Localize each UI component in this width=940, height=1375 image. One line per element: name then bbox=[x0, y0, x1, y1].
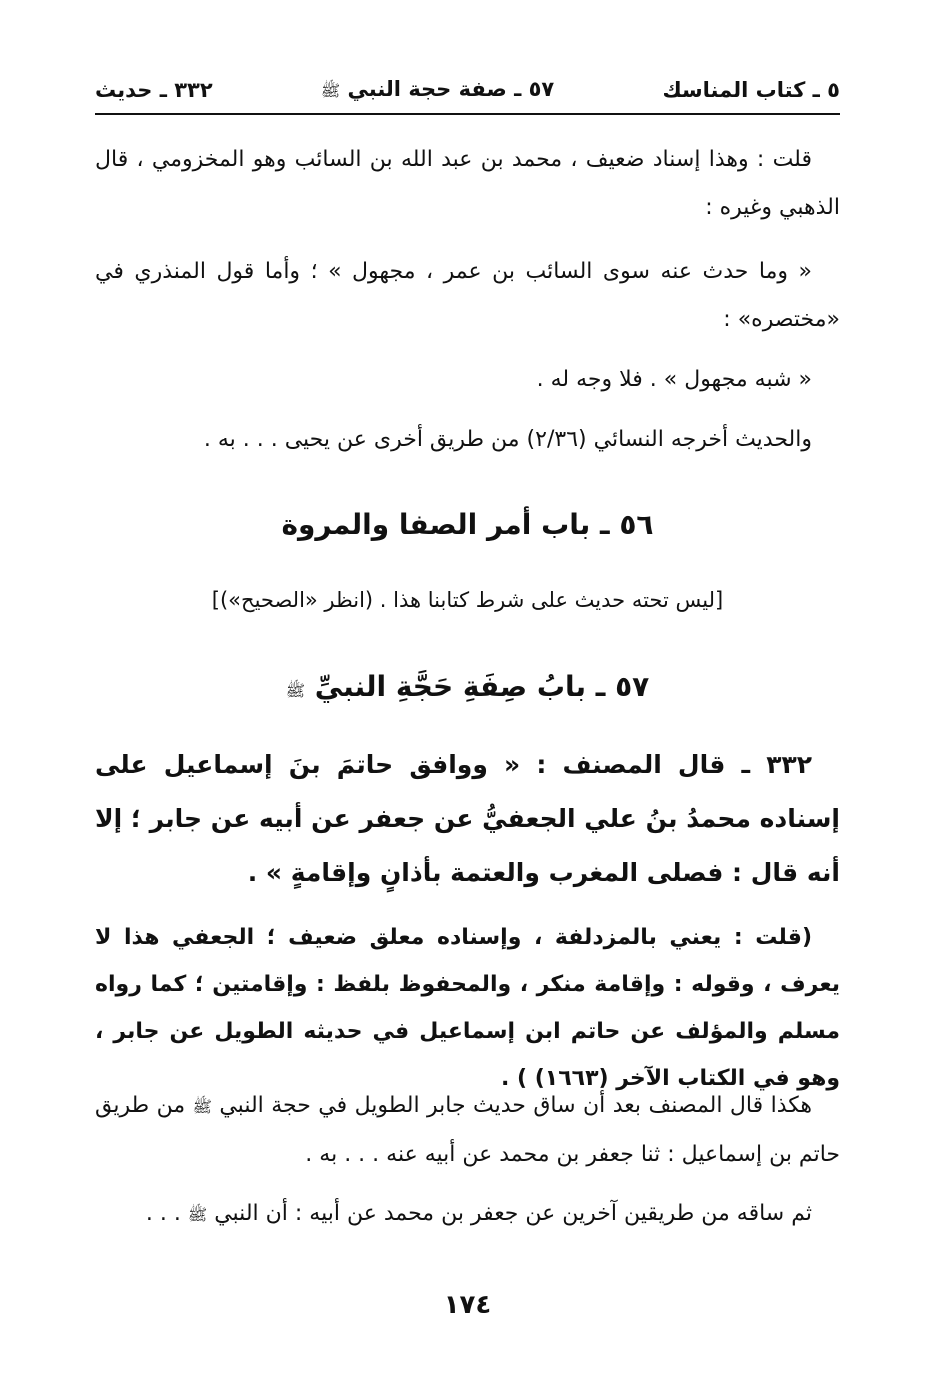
closing-2-before: ثم ساقه من طريقين آخرين عن جعفر بن محمد عن أبيه : أن النبي bbox=[214, 1201, 812, 1226]
section-57-title bbox=[95, 670, 840, 704]
header-book-title: ٥ ـ كتاب المناسك bbox=[662, 78, 840, 102]
paragraph-dhahabi-quote: « وما حدث عنه سوى السائب بن عمر ، مجهول » ؛ وأما قول المنذري في «مختصره» : bbox=[95, 259, 840, 332]
closing-1-before: هكذا قال المصنف بعد أن ساق حديث جابر الطويل في حجة النبي bbox=[219, 1093, 812, 1118]
header-divider bbox=[95, 113, 840, 115]
book-page bbox=[95, 0, 840, 1375]
commentary-paragraph: (قلت : يعني بالمزدلفة ، وإسناده معلق ضعيف ؛ الجعفي هذا لا يعرف ، وقوله : وإقامة منكر ، والمحفوظ بلفظ : وإقامتين ؛ كما رواه مسلم والمؤلف عن حاتم ابن إسماعيل في حديثه الطويل عن جابر ، وهو في الكتاب الآخر (١٦٦٣) ) . bbox=[95, 925, 840, 1091]
paragraph-mundhiri-quote: « شبه مجهول » . فلا وجه له . bbox=[536, 367, 812, 392]
running-header bbox=[95, 70, 840, 110]
closing-paragraph-2 bbox=[95, 1190, 840, 1239]
section-56-title: ٥٦ ـ باب أمر الصفا والمروة bbox=[281, 508, 654, 541]
closing-1-after: من طريق حاتم بن إسماعيل : ثنا جعفر بن محمد عن أبيه عنه . . . به . bbox=[95, 1093, 840, 1167]
page-number: ١٧٤ bbox=[443, 1290, 492, 1320]
paragraph-nasai-reference: والحديث أخرجه النسائي (٢/٣٦) من طريق أخرى عن يحيى . . . به . bbox=[203, 427, 812, 452]
closing-paragraph-1 bbox=[95, 1082, 840, 1179]
closing-1-honorific: ﷺ bbox=[192, 1097, 212, 1116]
section-57-title-text: ٥٧ ـ بابُ صِفَةِ حَجَّةِ النبيِّ bbox=[314, 670, 650, 703]
header-honorific: ﷺ bbox=[320, 80, 341, 100]
hadith-332-text: ٣٣٢ ـ قال المصنف : « ووافق حاتمَ بنَ إسماعيل على إسناده محمدُ بنُ علي الجعفيُّ عن جعفر عن أبيه عن جابر ؛ إلا أنه قال : فصلى المغرب والعتمة بأذانٍ وإقامةٍ » . bbox=[95, 750, 840, 887]
closing-2-after: . . . bbox=[145, 1201, 181, 1226]
section-57-honorific: ﷺ bbox=[285, 681, 306, 700]
paragraph-isnad-weak: قلت : وهذا إسناد ضعيف ، محمد بن عبد الله بن السائب وهو المخزومي ، قال الذهبي وغيره : bbox=[95, 147, 840, 220]
closing-2-honorific: ﷺ bbox=[187, 1205, 208, 1224]
header-hadith-number: ٣٣٢ ـ حديث bbox=[95, 78, 213, 102]
header-chapter-text: ٥٧ ـ صفة حجة النبي bbox=[347, 76, 555, 101]
section-56-note: [ليس تحته حديث على شرط كتابنا هذا . (انظر «الصحيح»)] bbox=[211, 588, 724, 612]
header-chapter-title bbox=[321, 77, 554, 104]
